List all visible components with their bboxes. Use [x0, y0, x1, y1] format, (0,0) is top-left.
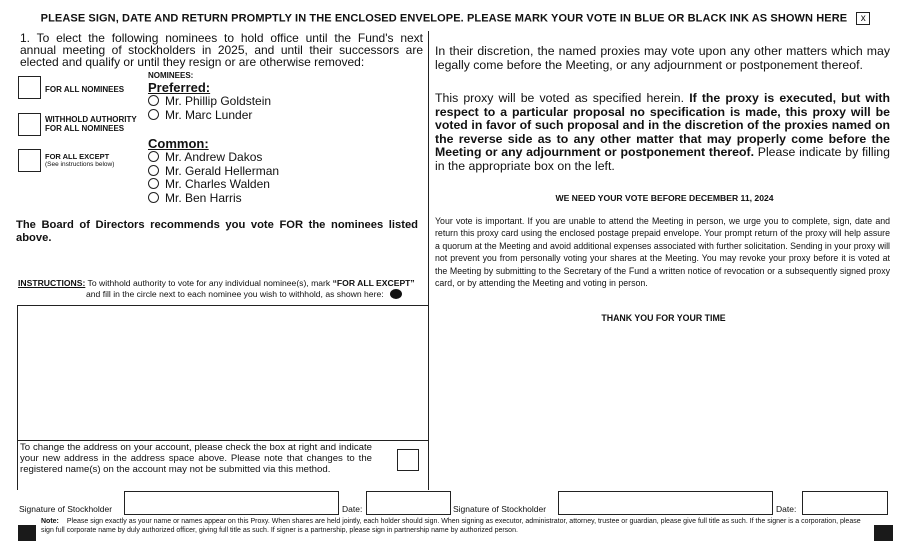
nominee-preferred-1[interactable]	[148, 95, 271, 109]
nominee-common-2[interactable]	[148, 165, 279, 179]
address-change-text: To change the address on your account, please check the box at right and indicate your new address in the address space above. Please note that changes to the registered name(s) on the account may not be submitted via this method.	[20, 442, 372, 475]
instructions-line2: and fill in the circle next to each nominee you wish to withhold, as shown here:	[86, 289, 384, 299]
nominee-preferred-2[interactable]	[148, 109, 271, 123]
signature-2-label: Signature of Stockholder	[453, 504, 547, 514]
signature-1-field[interactable]	[124, 491, 339, 515]
instructions-quote: “FOR ALL EXCEPT”	[332, 278, 415, 288]
signature-1-label: Signature of Stockholder	[19, 504, 113, 514]
nominee-name: Mr. Andrew Dakos	[165, 150, 263, 164]
withhold-circle[interactable]	[148, 151, 159, 162]
proxy-voting-part-a: This proxy will be voted as specified herein.	[435, 91, 685, 105]
board-recommendation: The Board of Directors recommends you vote FOR the nominees listed above.	[16, 219, 418, 244]
for-all-checkbox[interactable]	[18, 76, 41, 99]
withhold-circle[interactable]	[148, 95, 159, 106]
nominee-common-1[interactable]	[148, 151, 279, 165]
withhold-circle[interactable]	[148, 192, 159, 203]
nominees-label: NOMINEES:	[148, 71, 194, 80]
nominee-name: Mr. Ben Harris	[165, 190, 242, 205]
for-all-except-checkbox[interactable]	[18, 149, 41, 172]
nominee-common-3[interactable]	[148, 178, 279, 192]
nominee-name: Mr. Charles Walden	[165, 177, 270, 191]
proxy-voting-part-b: If the proxy is executed, but with respect to a particular proposal no specification is made, this proxy will be voted in favor of such proposal and in the discretion of the proxies named on the reverse side as to any other matter that may properly come before the Meeting or any adjournment or postponement thereof.	[435, 91, 891, 159]
proxy-voting-paragraph	[435, 92, 890, 173]
nominee-name: Mr. Gerald Hellerman	[165, 163, 280, 178]
nominee-name: Mr. Marc Lunder	[165, 107, 253, 122]
withhold-circle[interactable]	[148, 165, 159, 176]
date-2-label: Date:	[776, 504, 797, 514]
for-all-label: FOR ALL NOMINEES	[45, 85, 125, 94]
nominee-common-4[interactable]	[148, 192, 279, 206]
signature-2-field[interactable]	[558, 491, 773, 515]
column-divider	[428, 31, 429, 490]
proxy-voting-part-c: Please indicate by filling in the appropriate box on the left.	[435, 145, 890, 173]
preferred-heading: Preferred:	[148, 80, 211, 95]
date-1-field[interactable]	[366, 491, 451, 515]
left-section-divider	[17, 305, 428, 306]
note-text: Please sign exactly as your name or names appear on this Proxy. When shares are held jointly, each holder should sign. When signing as executor, administrator, attorney, trustee or guardian, please give full title as such. If the signer is a corporation, please sign full corporate name by duly authorized officer, giving full title as such. If signer is a partnership, please sign in partnership name by authorized person.	[41, 518, 861, 534]
proposal-text	[20, 32, 423, 68]
instructions-text: To withhold authority to vote for any individual nominee(s), mark	[85, 278, 333, 288]
header-text: PLEASE SIGN, DATE AND RETURN PROMPTLY IN THE ENCLOSED ENVELOPE. PLEASE MARK YOUR VOTE IN BLUE OR BLACK INK AS SHOWN HERE	[40, 12, 848, 25]
registration-mark-left	[18, 525, 36, 541]
instructions-label: INSTRUCTIONS:	[18, 278, 86, 288]
common-group	[148, 136, 279, 205]
left-frame-line	[17, 305, 18, 490]
withhold-label	[45, 115, 137, 133]
vote-importance-paragraph: Your vote is important. If you are unable to attend the Meeting in person, we urge you to complete, sign, date and return this proxy card using the enclosed postage prepaid envelope. Your prompt return of the proxy will help assure a quorum at the Meeting and avoid additional expenses associated with further solicitation. Sending in your proxy will not prevent you from personally voting your shares at the Meeting. You may revoke your proxy before it is voted at the Meeting by submitting to the Secretary of the Fund a written notice of revocation or a subsequently signed proxy card, or by attending the Meeting and voting in person.	[435, 216, 890, 289]
nominee-name: Mr. Phillip Goldstein	[165, 94, 272, 108]
vote-deadline: WE NEED YOUR VOTE BEFORE DECEMBER 11, 2024	[555, 193, 774, 203]
discretion-paragraph: In their discretion, the named proxies may vote upon any other matters which may legally come before the Meeting, or any adjournment or postponement thereof.	[435, 44, 890, 72]
date-1-label: Date:	[342, 504, 363, 514]
proposal-line-2: annual meeting of stockholders in 2025, and until their successors are	[20, 43, 423, 57]
withhold-label-line1: WITHHOLD AUTHORITY	[45, 115, 137, 124]
date-2-field[interactable]	[802, 491, 888, 515]
proposal-line-3: elected and qualify or until they resign or are otherwise removed:	[20, 55, 365, 69]
registration-mark-right	[874, 525, 893, 541]
common-heading: Common:	[148, 136, 209, 151]
example-mark-box: x	[856, 12, 870, 25]
preferred-group	[148, 80, 271, 122]
address-change-checkbox[interactable]	[397, 449, 419, 471]
except-label-line1: FOR ALL EXCEPT	[45, 152, 110, 161]
withhold-all-checkbox[interactable]	[18, 113, 41, 136]
note-label: Note:	[41, 518, 59, 525]
instructions-block	[18, 278, 422, 300]
withhold-circle[interactable]	[148, 178, 159, 189]
header-instruction	[0, 12, 911, 25]
thank-you-text: THANK YOU FOR YOUR TIME	[601, 313, 726, 323]
except-label-line2: (See instructions below)	[45, 161, 115, 168]
filled-circle-example-icon	[390, 289, 402, 299]
signing-note	[41, 518, 869, 535]
address-top-line	[17, 440, 428, 441]
except-label	[45, 152, 114, 168]
withhold-label-line2: FOR ALL NOMINEES	[45, 124, 125, 133]
withhold-circle[interactable]	[148, 109, 159, 120]
proposal-line-1: 1. To elect the following nominees to hold office until the Fund's next	[20, 31, 423, 45]
